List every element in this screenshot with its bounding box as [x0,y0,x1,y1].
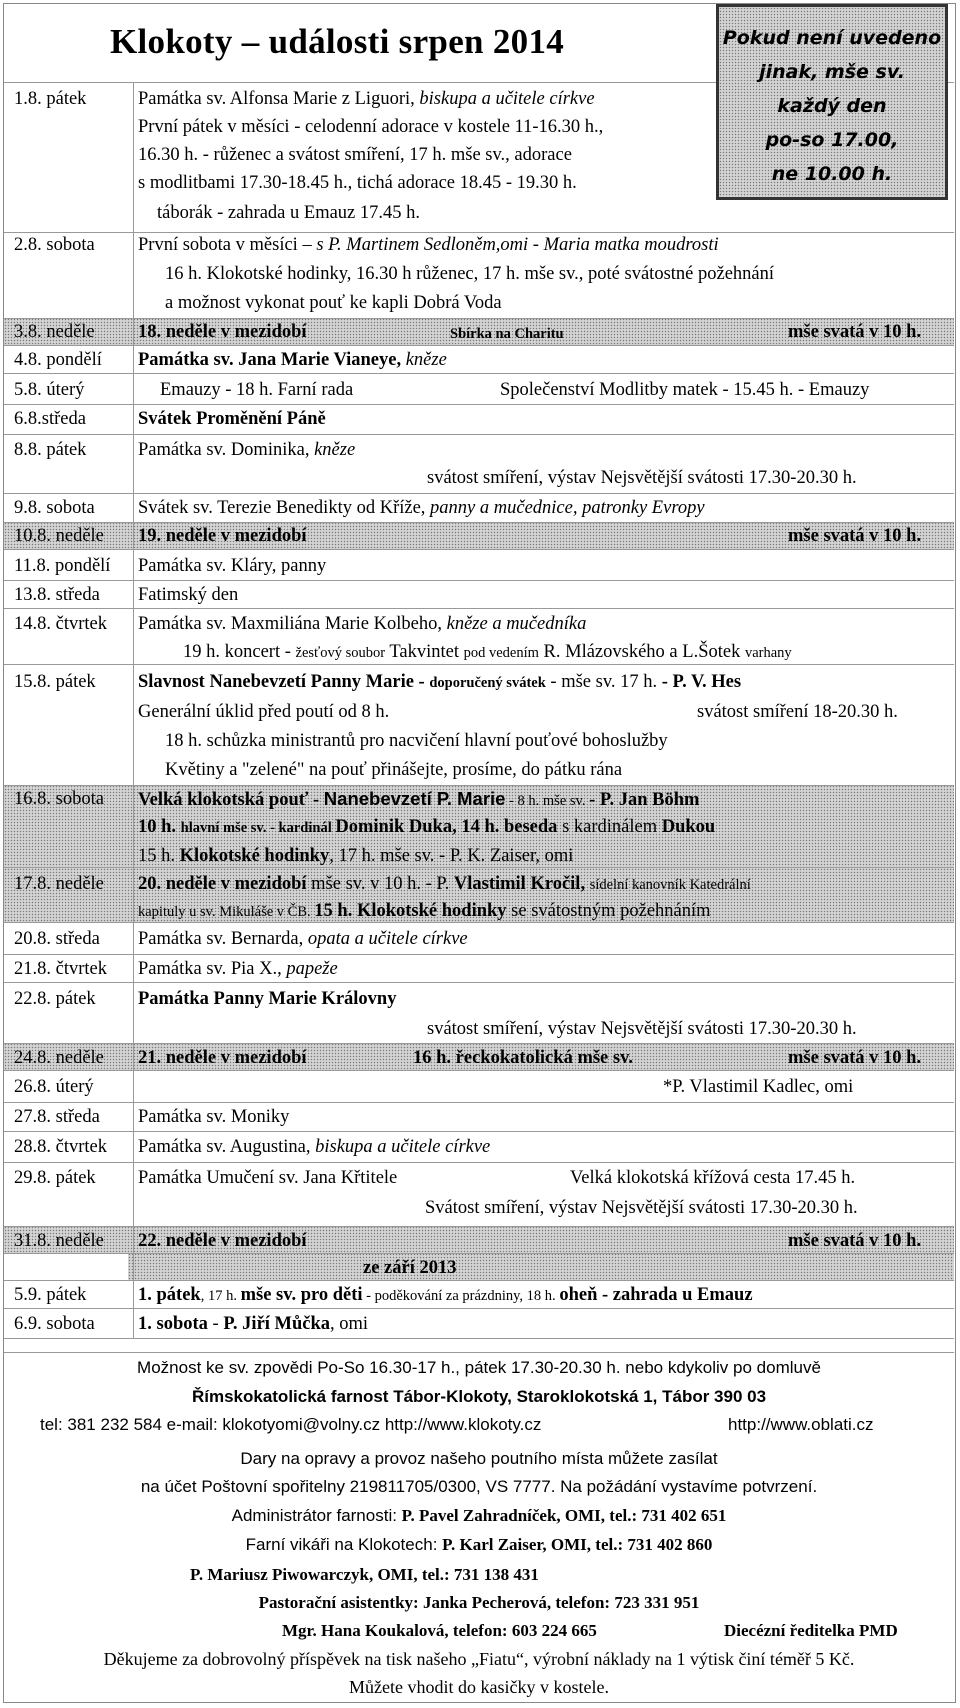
thanks-line: Děkujeme za dobrovolný příspěvek na tisk našeho „Fiatu“, výrobní náklady na 1 výtisk činí téměř 5 Kč. [103,1649,855,1669]
event-date: 31.8. neděle [14,1231,104,1251]
contact-line: tel: 381 232 584 e-mail: klokotyomi@volny.cz http://www.klokoty.cz [40,1415,542,1434]
note-line: po-so 17.00, [765,129,899,151]
row-separator [4,232,954,233]
row-separator [4,345,954,346]
event-text: Společenství Modlitby matek - 15.45 h. - Emauzy [500,380,870,400]
event-text: 18. neděle v mezidobí [138,322,307,342]
event-text: 20. neděle v mezidobí mše sv. v 10 h. - P. Vlastimil Kročil, sídelní kanovník Katedrální [138,874,751,894]
event-text: Svátost smíření, výstav Nejsvětější svátosti 17.30-20.30 h. [425,1198,858,1218]
row-separator [4,1102,954,1103]
event-text: mše svatá v 10 h. [788,1048,922,1068]
mass-times-note [716,4,948,200]
event-date: 29.8. pátek [14,1168,96,1188]
event-date: 15.8. pátek [14,672,96,692]
row-separator [4,1253,954,1254]
event-text: První pátek v měsíci - celodenní adorace v kostele 11-16.30 h., [138,117,604,137]
vicar-line: Farní vikáři na Klokotech: P. Karl Zaiser, OMI, tel.: 731 402 860 [245,1535,713,1554]
event-text: mše svatá v 10 h. [788,322,922,342]
event-date: 21.8. čtvrtek [14,959,107,979]
event-date: 9.8. sobota [14,498,95,518]
row-separator [4,549,954,550]
event-text: Památka sv. Moniky [138,1107,290,1127]
highlight-row-zari [128,1253,954,1280]
event-text: mše svatá v 10 h. [788,526,922,546]
column-divider [133,82,134,1338]
event-text: Památka Umučení sv. Jana Křtitele [138,1168,398,1188]
event-date: 24.8. neděle [14,1048,104,1068]
event-date: 22.8. pátek [14,989,96,1009]
event-text: Květiny a "zelené" na pouť přinášejte, prosíme, do pátku rána [165,760,623,780]
pastoral-assistant-2: Mgr. Hana Koukalová, telefon: 603 224 665 [282,1621,597,1640]
row-separator [4,785,954,786]
event-date: 10.8. neděle [14,526,104,546]
note-line: ne 10.00 h. [771,163,893,185]
row-separator [4,608,954,609]
event-date: 3.8. neděle [14,322,95,342]
row-separator [4,580,954,581]
row-separator [4,1352,954,1353]
row-separator [4,373,954,374]
parish-address: Římskokatolická farnost Tábor-Klokoty, Staroklokotská 1, Tábor 390 03 [191,1387,767,1406]
confession-info: Možnost ke sv. zpovědi Po-So 16.30-17 h., pátek 17.30-20.30 h. nebo kdykoliv po domluvě [137,1358,821,1377]
event-text: 16 h. Klokotské hodinky, 16.30 h růženec, 17 h. mše sv., poté svátostné požehnání [165,264,775,284]
event-date: 8.8. pátek [14,440,87,460]
note-line: každý den [777,95,887,117]
row-separator [4,867,954,868]
event-date: 28.8. čtvrtek [14,1137,107,1157]
event-date: 5.8. úterý [14,380,85,400]
event-text: 21. neděle v mezidobí [138,1048,307,1068]
row-separator [4,982,954,983]
event-text: 18 h. schůzka ministrantů pro nacvičení hlavní pouťové bohoslužby [165,731,668,751]
event-text: Emauzy - 18 h. Farní rada [160,380,354,400]
event-text: táborák - zahrada u Emauz 17.45 h. [157,203,421,223]
donation-info: Dary na opravy a provoz našeho poutního místa můžete zasílat [240,1449,718,1468]
donation-account: na účet Poštovní spořitelny 219811705/0300, VS 7777. Na požádání vystavíme potvrzení. [140,1477,818,1496]
note-line: Pokud není uvedeno [722,27,942,49]
event-text: Velká klokotská křížová cesta 17.45 h. [570,1168,856,1188]
row-separator [4,404,954,405]
row-separator [4,434,954,435]
event-date: 27.8. středa [14,1107,100,1127]
event-text: Generální úklid před poutí od 8 h. [138,702,390,722]
event-text: Svátek Proměnění Páně [138,409,326,429]
note-line: jinak, mše sv. [759,61,905,83]
event-text: Památka Panny Marie Královny [138,989,397,1009]
event-text: a možnost vykonat pouť ke kapli Dobrá Voda [165,293,502,313]
event-text: Památka sv. Maxmiliána Marie Kolbeho, kněze a mučedníka [138,614,587,634]
row-separator [4,1043,954,1044]
event-text: Památka sv. Kláry, panny [138,556,327,576]
row-separator [4,1338,954,1339]
event-date: 11.8. pondělí [14,556,111,576]
row-separator [4,1131,954,1132]
pmd-director: Diecézní ředitelka PMD [724,1621,898,1640]
event-date: 6.8.středa [14,409,86,429]
row-separator [4,318,954,319]
row-separator [4,664,954,665]
event-text: svátost smíření 18-20.30 h. [697,702,898,722]
event-text: První sobota v měsíci – s P. Martinem Sedloněm,omi - Maria matka moudrosti [138,235,719,255]
row-separator [4,1070,954,1071]
september-heading: ze září 2013 [363,1258,457,1278]
event-date: 26.8. úterý [14,1077,94,1097]
event-date: 16.8. sobota [14,789,104,809]
event-text: Velká klokotská pouť - Nanebevzetí P. Marie - 8 h. mše sv. - P. Jan Böhm [138,788,700,810]
row-separator [4,1162,954,1163]
event-date: 4.8. pondělí [14,350,102,370]
event-text: s modlitbami 17.30-18.45 h., tichá adorace 18.45 - 19.30 h. [138,173,577,193]
event-text: 15 h. Klokotské hodinky, 17 h. mše sv. - P. K. Zaiser, omi [138,846,574,866]
event-text: kapituly u sv. Mikuláše v ČB. 15 h. Klokotské hodinky se svátostným požehnáním [138,901,711,921]
event-text: Památka sv. Jana Marie Vianeye, kněze [138,350,447,370]
event-text: 22. neděle v mezidobí [138,1231,307,1251]
event-text: Památka sv. Augustina, biskupa a učitele církve [138,1137,491,1157]
event-text: 1. sobota - P. Jiří Můčka, omi [138,1314,369,1334]
event-text: Památka sv. Dominika, kněze [138,440,356,460]
event-text: Svátek sv. Terezie Benedikty od Kříže, panny a mučednice, patronky Evropy [138,498,705,518]
event-date: 13.8. středa [14,585,100,605]
event-date: 2.8. sobota [14,235,95,255]
event-text: 19 h. koncert - žesťový soubor Takvintet pod vedením R. Mlázovského a L.Šotek varhany [183,642,792,662]
row-separator [4,954,954,955]
event-text: 19. neděle v mezidobí [138,526,307,546]
website-link: http://www.oblati.cz [728,1415,874,1434]
row-separator [4,522,954,523]
event-text: svátost smíření, výstav Nejsvětější svátosti 17.30-20.30 h. [427,1019,857,1039]
event-text: Sbírka na Charitu [450,326,564,342]
row-separator [4,1226,954,1227]
event-text: mše svatá v 10 h. [788,1231,922,1251]
event-text: Památka sv. Alfonsa Marie z Liguori, biskupa a učitele církve [138,89,595,109]
event-date: 5.9. pátek [14,1285,87,1305]
event-text: *P. Vlastimil Kadlec, omi [663,1077,854,1097]
row-separator [4,1280,954,1281]
event-date: 1.8. pátek [14,89,87,109]
event-text: Památka sv. Pia X., papeže [138,959,338,979]
event-date: 14.8. čtvrtek [14,614,107,634]
event-text: 1. pátek, 17 h. mše sv. pro děti - poděkování za prázdniny, 18 h. oheň - zahrada u Emauz [138,1285,753,1305]
event-text: svátost smíření, výstav Nejsvětější svátosti 17.30-20.30 h. [427,468,857,488]
event-text: 10 h. hlavní mše sv. - kardinál Dominik Duka, 14 h. beseda s kardinálem Dukou [138,817,716,837]
row-separator [4,1308,954,1309]
event-date: 6.9. sobota [14,1314,95,1334]
pastoral-assistant-1: Pastorační asistentky: Janka Pecherová, telefon: 723 331 951 [258,1593,700,1612]
row-separator [4,493,954,494]
event-text: Památka sv. Bernarda, opata a učitele církve [138,929,468,949]
event-text: Slavnost Nanebevzetí Panny Marie - doporučený svátek - mše sv. 17 h. - P. V. Hes [138,672,742,692]
event-date: 17.8. neděle [14,874,104,894]
vicar-line-2: P. Mariusz Piwowarczyk, OMI, tel.: 731 138 431 [190,1565,539,1584]
event-text: Fatimský den [138,585,239,605]
administrator-line: Administrátor farnosti: P. Pavel Zahradníček, OMI, tel.: 731 402 651 [231,1506,727,1525]
event-text: 16.30 h. - růženec a svátost smíření, 17 h. mše sv., adorace [138,145,572,165]
event-date: 20.8. středa [14,929,100,949]
page-title: Klokoty – události srpen 2014 [110,22,565,61]
event-text: 16 h. řeckokatolická mše sv. [413,1048,633,1068]
collection-box-line: Můžete vhodit do kasičky v kostele. [349,1677,609,1697]
